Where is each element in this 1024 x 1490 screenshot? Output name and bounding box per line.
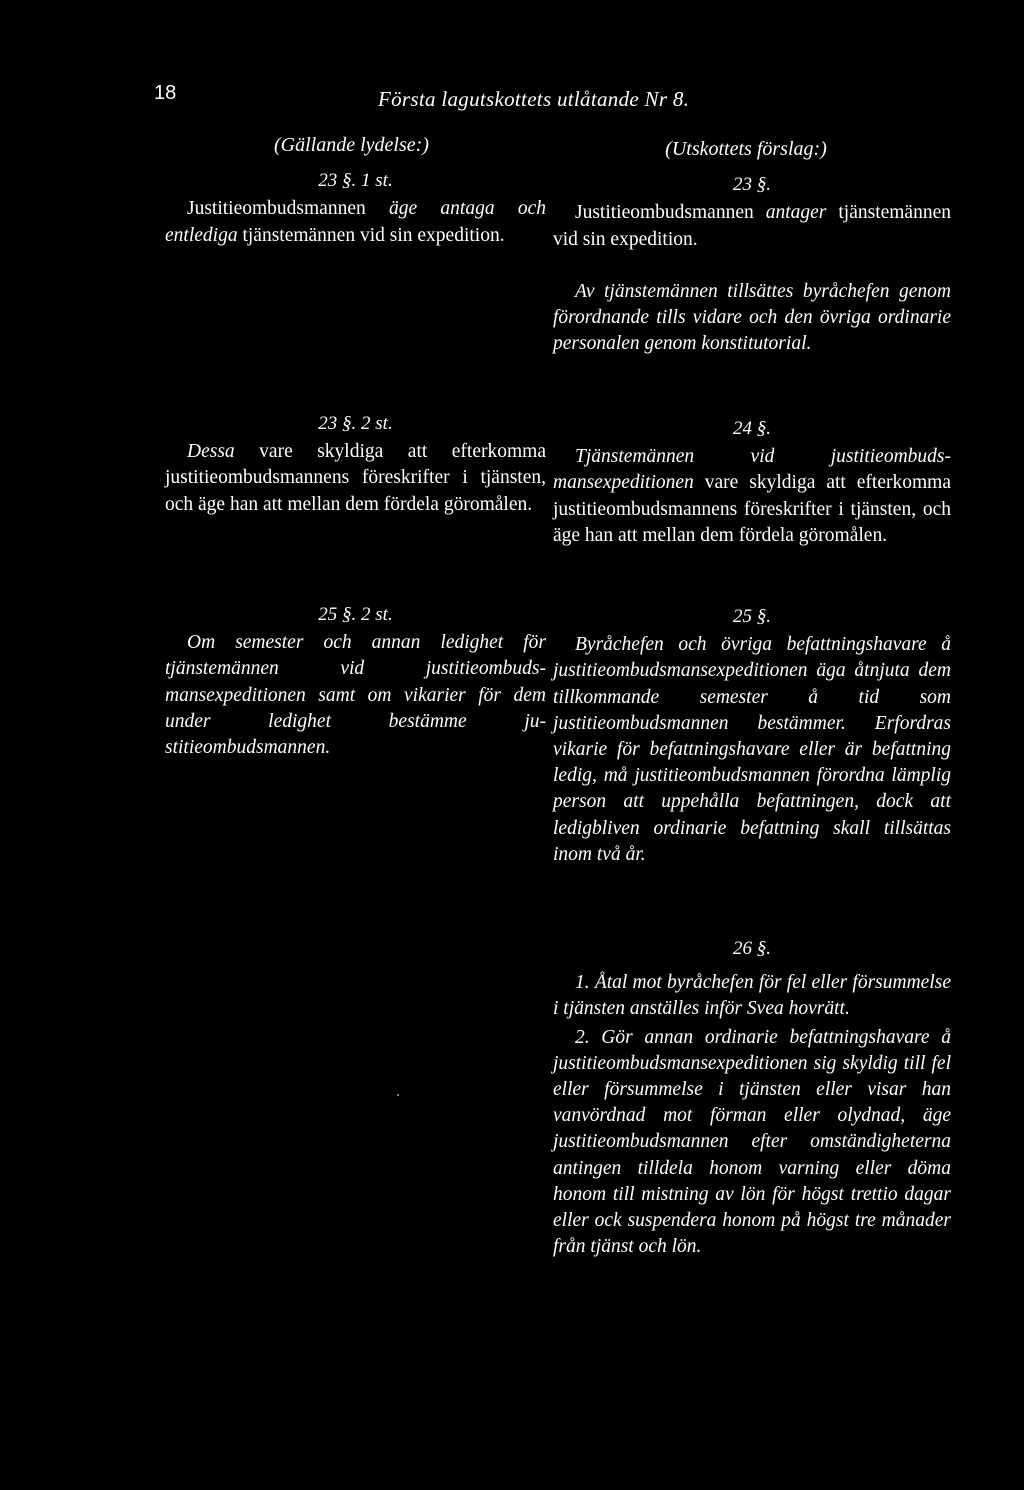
left-section-25-2 xyxy=(165,602,546,761)
right-column-heading: (Utskottets förslag:) xyxy=(665,138,827,160)
right-section-24 xyxy=(553,416,951,549)
s23-text-b: antager xyxy=(765,202,827,224)
running-title: Första lagutskottets utlåtande Nr 8. xyxy=(378,87,690,111)
section-23-1-text xyxy=(165,196,546,248)
section-25-2-heading: 25 §. 2 st. xyxy=(318,604,393,625)
section-25-text: Byråchefen och övriga befattningshavare å justitieombudsmansexpeditionen äga åtnjuta dem tillkommande semester å tid som justitieombudsmannen bestämmer. Erfordras vikarie för befattningshavare eller är befattning ledig, må justitieombudsmannen förordna lämplig person att uppehålla befattningen, dock att ledigbliven ordinarie befattning skall tillsättas inom två år. xyxy=(553,634,951,865)
left-column-heading: (Gällande lydelse:) xyxy=(274,134,429,156)
s23-text-a: Justitieombudsmannen xyxy=(575,202,766,224)
section-23-1-heading: 23 §. 1 st. xyxy=(318,170,393,192)
section-26-item-1: 1. Åtal mot byråchefen för fel eller försummelse i tjänsten anställes inför Svea hovrätt. xyxy=(553,972,951,1020)
s23-1-text-b: äge antaga och entlediga xyxy=(165,198,546,246)
section-24-heading: 24 §. xyxy=(733,418,771,439)
section-26-heading: 26 §. xyxy=(733,938,771,959)
section-23-heading: 23 §. xyxy=(733,174,771,196)
speck xyxy=(397,1094,399,1096)
s24-text-a: Tjänstemännen vid justitieombudsmansexpeditionen xyxy=(553,446,951,494)
s23-text-c: tjänstemännen vid sin expedition. xyxy=(553,202,951,250)
section-26-item-2: 2. Gör annan ordinarie befattningshavare å justitieombudsmansexpeditionen sig skyldig till fel eller försummelse i tjänsten eller visar han vanvördnad mot förman eller olydnad, äge justitieombudsmannen efter omständigheterna antingen tilldela honom varning eller döma honom till mistning av lön för högst trettio dagar eller ock suspendera honom på högst tre månader från tjänst och lön. xyxy=(553,1026,951,1258)
page-number: 18 xyxy=(154,82,177,104)
s24-text-b: vare skyldiga att efterkomma justitieombudsmannens föreskrifter i tjänsten, och äge han att mellan dem fördela göromålen. xyxy=(553,472,951,546)
right-section-26 xyxy=(553,936,951,1260)
s23-2-text-b: vare skyldiga att efterkomma justitieombudsmannens föreskrifter i tjänsten, och äge han att mellan dem fördela göromålen. xyxy=(165,441,546,515)
section-23-2-heading: 23 §. 2 st. xyxy=(318,413,393,434)
s23-2-text-a: Dessa xyxy=(187,441,235,463)
section-23-2-text xyxy=(165,439,546,518)
s23-1-text-c: tjänstemännen vid sin expedition. xyxy=(237,224,505,246)
section-25-2-text: Om semester och annan ledighet för tjänstemännen vid justitieombudsmansexpeditionen samt om vikarier för dem under ledighet bestämme justitieombudsmannen. xyxy=(165,632,546,759)
section-24-text xyxy=(553,444,951,549)
right-column xyxy=(553,136,951,357)
section-25-heading: 25 §. xyxy=(733,606,771,627)
s23-1-text-a: Justitieombudsmannen xyxy=(187,198,389,220)
left-section-23-2 xyxy=(165,411,546,518)
right-section-25 xyxy=(553,604,951,868)
section-23-text xyxy=(553,200,951,252)
section-23-text-new: Av tjänstemännen tillsättes byråchefen genom förordnande tills vidare och den övriga ordinarie personalen genom konstitutorial. xyxy=(553,280,951,355)
left-column xyxy=(165,132,546,249)
